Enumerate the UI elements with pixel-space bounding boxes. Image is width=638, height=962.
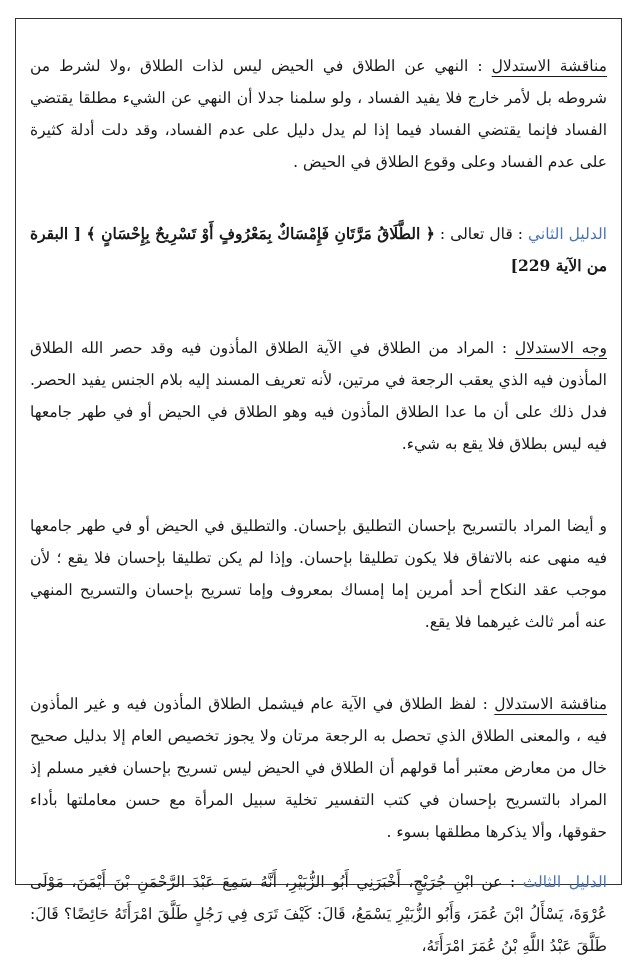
separator: : [512,225,528,243]
paragraph-discussion-2 [30,688,607,848]
paragraph-second-evidence [30,218,607,282]
paragraph-third-evidence [30,866,607,962]
paragraph-inference [30,332,607,460]
hadith-text: عن ابْنِ جُرَيْجٍ، أَخْبَرَنِي أَبُو الزُّبَيْرِ، أَنَّهُ سَمِعَ عَبْدَ الرَّحْمَنِ بْنَ أَيْمَنَ، مَوْلَى عُرْوَةَ، يَسْأَلُ ابْنَ عُمَرَ، وَأَبُو الزُّبَيْرِ يَسْمَعُ، قَالَ: كَيْفَ تَرَى فِي رَجُلٍ طَلَّقَ امْرَأَتَهُ حَائِضًا؟ قَالَ: طَلَّقَ عَبْدُ اللَّهِ بْنُ عُمَرَ امْرَأَتَهُ، [30,873,607,955]
paragraph-also [30,510,607,638]
quran-verse: ﴿ الطَّلَاقُ مَرَّتَانِ فَإِمْسَاكٌ بِمَعْرُوفٍ أَوْ تَسْرِيحٌ بِإِحْسَانٍ ﴾ [86,224,435,243]
document-body [30,50,607,962]
paragraph-text: لفظ الطلاق في الآية عام فيشمل الطلاق المأذون فيه و غير المأذون فيه ، والمعنى الطلاق الذي تحصل به الرجعة مرتان ولا يجوز تخصيص العام إلا بدليل صحيح خال من معارض معتبر أما قولهم أن الطلاق في الحيض ليس تسريح بإحسان فغير مسلم إذ المراد بالتسريح بإحسان في كتب التفسير تخلية سبيل المرأة مع حسن معاملتها بأداء حقوقها، وألا يذكرها مطلقها بسوء . [30,695,607,841]
paragraph-discussion-1 [30,50,607,178]
heading-discussion-1: مناقشة الاستدلال [491,57,607,75]
separator: : [494,339,515,357]
separator: : [468,57,492,75]
paragraph-text: المراد من الطلاق في الآية الطلاق المأذون فيه وقد حصر الله الطلاق المأذون فيه الذي يعقب الرجعة في مرتين، لأنه تعريف المسند إليه بلام الجنس يفيد الحصر. فدل ذلك على أن ما عدا الطلاق المأذون فيه وهو الطلاق في الحيض أو في طهر جامعها فيه ليس بطلاق فلا يقع به شيء. [30,339,607,453]
paragraph-text: النهي عن الطلاق في الحيض ليس لذات الطلاق ،ولا لشرط من شروطه بل لأمر خارج فلا يفيد الفساد ، ولو سلمنا جدلا أن النهي عن الشيء مطلقا يقتضي الفساد فإنما يقتضي الفساد فيما إذا لم يدل دليل على عدم الفساد، وقد دلت أدلة كثيرة على عدم الفساد وعلى وقوع الطلاق في الحيض . [30,57,607,171]
separator: : [476,695,495,713]
heading-inference: وجه الاستدلال [514,339,608,357]
verse-intro: قال تعالى : [434,225,513,243]
verse-reference: [ البقرة من الآية 229] [30,224,607,275]
paragraph-text: و أيضا المراد بالتسريح بإحسان التطليق بإحسان. والتطليق في الحيض أو في طهر جامعها فيه منهى عنه بالاتفاق فلا يكون تطليقا بإحسان. وإذا لم يكن تطليقا بإحسان فلا يقع ؛ لأن موجب عقد النكاح أحد أمرين إما إمساك بمعروف وإما تسريح بإحسان والتسريح المنهي عنه أمر ثالث غيرهما فلا يقع. [30,517,607,631]
separator: : [502,873,523,891]
heading-third-evidence: الدليل الثالث [522,873,607,891]
heading-discussion-2: مناقشة الاستدلال [494,695,608,713]
heading-second-evidence: الدليل الثاني [528,225,607,243]
